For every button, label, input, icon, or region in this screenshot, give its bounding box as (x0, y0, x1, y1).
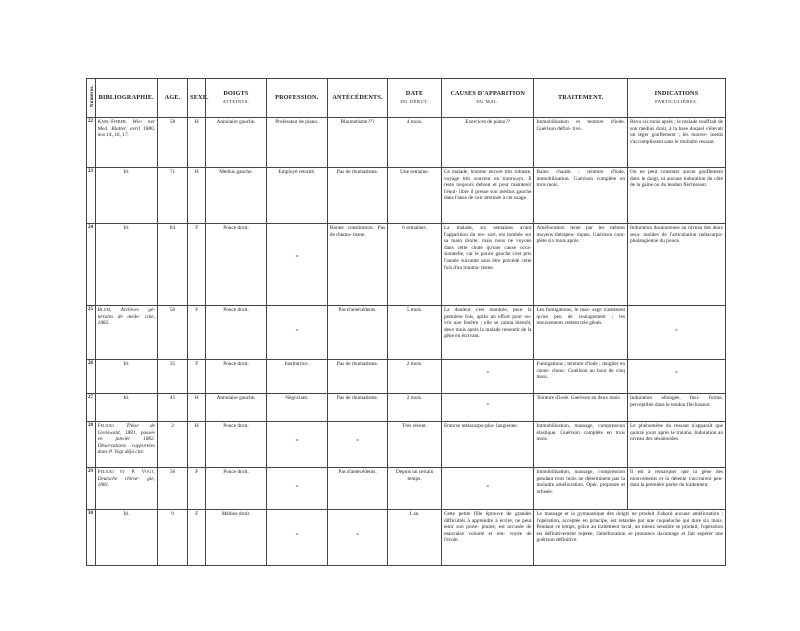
table-row (87, 168, 726, 224)
profession-cell: Professeur de piano. (266, 118, 327, 168)
table-row (87, 224, 726, 306)
header-doigts: DOIGTS ATTEINTS. (206, 79, 266, 118)
header-sexe: SEXE. (188, 79, 206, 118)
bibliography-cell: Id. (95, 394, 157, 422)
profession-cell: » (266, 306, 327, 360)
fingers-cell: Pouce droit. (206, 306, 266, 360)
fingers-cell: Pouce droit. (206, 360, 266, 394)
age-cell: 45 (157, 394, 187, 422)
sex-cell: H (188, 168, 206, 224)
onset-date-cell: 5 mois. (388, 306, 442, 360)
antecedents-cell: Pas d'antécédents. (327, 306, 387, 360)
onset-date-cell: 6 semaines. (388, 224, 442, 306)
onset-date-cell: 4 mois. (388, 118, 442, 168)
age-cell: 58 (157, 118, 187, 168)
treatment-cell: Immobilisation, massage, compression élastique. Guérison complète en trois mois. (534, 422, 628, 468)
treatment-cell: Teinture d'iode. Guérison en deux mois. (534, 394, 628, 422)
onset-date-cell: Très récent. (388, 422, 442, 468)
age-cell: 50 (157, 306, 187, 360)
sex-cell: F (188, 224, 206, 306)
table-row (87, 468, 726, 510)
sex-cell: F (188, 468, 206, 510)
bibliography-cell: Karl-Fieber. Wie- ner Med. Blatter, avril 1880, nos 14, 16, 17. (95, 118, 157, 168)
fingers-cell: Médius gauche. (206, 168, 266, 224)
age-cell: 84 (157, 224, 187, 306)
profession-cell: » (266, 422, 327, 468)
antecedents-cell: Rhumatisme??? (327, 118, 387, 168)
profession-cell: » (266, 510, 327, 566)
age-cell: 35 (157, 360, 187, 394)
treatment-cell: Amélioration lente par les mêmes moyens thérapeu- tiques. Guérison com- plète six mois après. (534, 224, 628, 306)
table-row (87, 422, 726, 468)
observation-table-page (86, 78, 726, 544)
causes-cell: » (441, 360, 534, 394)
indications-cell: » (628, 360, 726, 394)
header-indications: INDICATIONS PARTICULIÈRES. (628, 79, 726, 118)
header-age: AGE. (157, 79, 187, 118)
indications-cell: On ne peut constater aucun gonflement dans le doigt, ni aucune induration du côté de la gaîne ou du tendon fléchisseur. (628, 168, 726, 224)
indications-cell: Il est à remarquer que la gêne des mouvements et la détente s'accrurent pen- dant la première partie du traitement. (628, 468, 726, 510)
antecedents-cell: Pas de rhumatisme. (327, 168, 387, 224)
profession-cell: Employé retraité. (266, 168, 327, 224)
causes-cell: » (441, 394, 534, 422)
causes-cell: La malade, six semaines avant l'apparition du res- sort, est tombée sur sa main droite; mais nous ne voyons dans cette chute qu'une cause occa- sionnelle, car le pouce gauche s'est pris l'année suivante sans être précédé cette fois d'un trauma- tisme. (441, 224, 534, 306)
row-number: 25 (87, 306, 96, 360)
indications-cell: » (628, 306, 726, 360)
bibliography-cell: Id. (95, 224, 157, 306)
row-number: 30 (87, 510, 96, 566)
causes-cell: Ce malade, homme encore très robuste, voyage très souvent en tramways. Il reste toujours debout et pour maintenir l'équi- libre il presse son médius gauche dans l'anse de cuir destinée à cet usage. (441, 168, 534, 224)
header-traitement: TRAITEMENT. (534, 79, 628, 118)
fingers-cell: Pouce droit. (206, 422, 266, 468)
antecedents-cell: » (327, 422, 387, 468)
profession-cell: Négociant. (266, 394, 327, 422)
sex-cell: H (188, 118, 206, 168)
treatment-cell: Le massage et la gymnastique des doigts ne produit d'abord aucune amélioration ; l'opération, acceptée en principe, est retardée par une coqueluche qui dure six mois. Pendant ce temps, grâce au traitement local, un mieux sensible se produit, l'opération est définitivement rejetée, l'amélioration se prononce davantage et fait espérer une guérison définitive. (534, 510, 726, 566)
sex-cell: F (188, 306, 206, 360)
profession-cell: » (266, 468, 327, 510)
bibliography-cell: Felicki. Thèse de Greiswald, 1881, passée en janvier 1882. Observations rapportées dans P. Vogt déjà cité. (95, 422, 157, 468)
sex-cell: F (188, 360, 206, 394)
onset-date-cell: 1 an. (388, 510, 442, 566)
row-number: 23 (87, 168, 96, 224)
fingers-cell: Pouce droit. (206, 224, 266, 306)
antecedents-cell: Bonne constitution. Pas de rhuma- tisme. (327, 224, 387, 306)
causes-cell: Exercices de piano?? (441, 118, 534, 168)
treatment-cell: Bains chauds ; teinture d'iode, immobilisation. Guérison complète en trois mois. (534, 168, 628, 224)
age-cell: 9 (157, 510, 187, 566)
table-row (87, 360, 726, 394)
row-number: 27 (87, 394, 96, 422)
onset-date-cell: 2 mois. (388, 360, 442, 394)
fingers-cell: Médius droit. (206, 510, 266, 566)
row-number: 22 (87, 118, 96, 168)
header-row (87, 79, 726, 118)
treatment-cell: Immobilisation et teinture d'iode. Guérison défini- tive. (534, 118, 628, 168)
header-causes: CAUSES D'APPARITION DU MAL. (441, 79, 534, 118)
antecedents-cell: Pas d'antécédents. (327, 468, 387, 510)
sex-cell: H (188, 394, 206, 422)
onset-date-cell: Une semaine. (388, 168, 442, 224)
fingers-cell: Pouce droit. (206, 468, 266, 510)
causes-cell: Cette petite fille éprouve de grandes difficultés à apprendre à écrire, ne peut tenir son porte- plume, est accusée de mauvaise volonté et ren- voyée de l'école. (441, 510, 534, 566)
row-number: 26 (87, 360, 96, 394)
fingers-cell: Annulaire gauche. (206, 118, 266, 168)
table-row (87, 118, 726, 168)
table-row (87, 306, 726, 360)
profession-cell: Institutrice. (266, 360, 327, 394)
treatment-cell: Immobilisation, massage, compression pendant trois mois ne déterminent pas la moindre amélioration. Opér. proposée et refusée. (534, 468, 628, 510)
antecedents-cell: » (327, 510, 387, 566)
header-numeros: Numéros. (87, 79, 96, 118)
header-antecedents: ANTÉCÉDENTS. (327, 79, 387, 118)
bibliography-cell: Blum, Archives gé- nérales de méde- cine, 1882. (95, 306, 157, 360)
antecedents-cell: Pas de rhumatisme. (327, 394, 387, 422)
bibliography-cell: Id. (95, 510, 157, 566)
antecedents-cell: Pas de rhumatisme. (327, 360, 387, 394)
row-number: 28 (87, 422, 96, 468)
indications-cell: Induration allongée, fusi- forme, perceptible dans le tendon fléchisseur. (628, 394, 726, 422)
header-bibliographie: BIBLIOGRAPHIE. (95, 79, 157, 118)
treatment-cell: Les fumigations, le mas- sage n'amènent qu'un peu de soulagement ; les mouvements restent très gênés. (534, 306, 628, 360)
header-profession: PROFESSION. (266, 79, 327, 118)
causes-cell: Entorse métacarpo-pha- langienne. (441, 422, 534, 468)
profession-cell: » (266, 224, 327, 306)
bibliography-cell: Id. (95, 168, 157, 224)
indications-cell: Revu six mois après ; le malade souffrait de son médius droit, à la base duquel s'élevait un léger gonflement ; les mouve- ments s'accomplissent sans le moindre ressaut. (628, 118, 726, 168)
indications-cell: Induration douloureuse au niveau des deux sesa- moïdes de l'articulation métacarpo-phalangienne du pouce. (628, 224, 726, 306)
causes-cell: » (441, 468, 534, 510)
fingers-cell: Annulaire gauche. (206, 394, 266, 422)
row-number: 24 (87, 224, 96, 306)
row-number: 29 (87, 468, 96, 510)
bibliography-cell: Id. (95, 360, 157, 394)
age-cell: 2 (157, 422, 187, 468)
age-cell: 56 (157, 468, 187, 510)
onset-date-cell: Depuis un certain temps. (388, 468, 442, 510)
sex-cell: H (188, 422, 206, 468)
bibliography-cell: Felicki et P. Vogt, Deutsche chirur- gie, 1881. (95, 468, 157, 510)
causes-cell: La douleur s'est montrée, pour la première fois, après un effort pour ou- vrir une fenêtre ; elle se calma bientôt, deux mois après la malade ressentit de la gêne en écrivant. (441, 306, 534, 360)
indications-cell: Le phénomène du ressaut n'apparaît que quinze jours après le trauma. Induration au niveau des sésamoïdes. (628, 422, 726, 468)
header-date: DATE DU DÉBUT. (388, 79, 442, 118)
observations-table (86, 78, 726, 566)
sex-cell: F (188, 510, 206, 566)
table-row (87, 510, 726, 566)
treatment-cell: Fumigations ; teinture d'iode ; doigtier en caout- chouc. Guérison au bout de cinq mois. (534, 360, 628, 394)
table-row (87, 394, 726, 422)
age-cell: 71 (157, 168, 187, 224)
onset-date-cell: 2 mois. (388, 394, 442, 422)
